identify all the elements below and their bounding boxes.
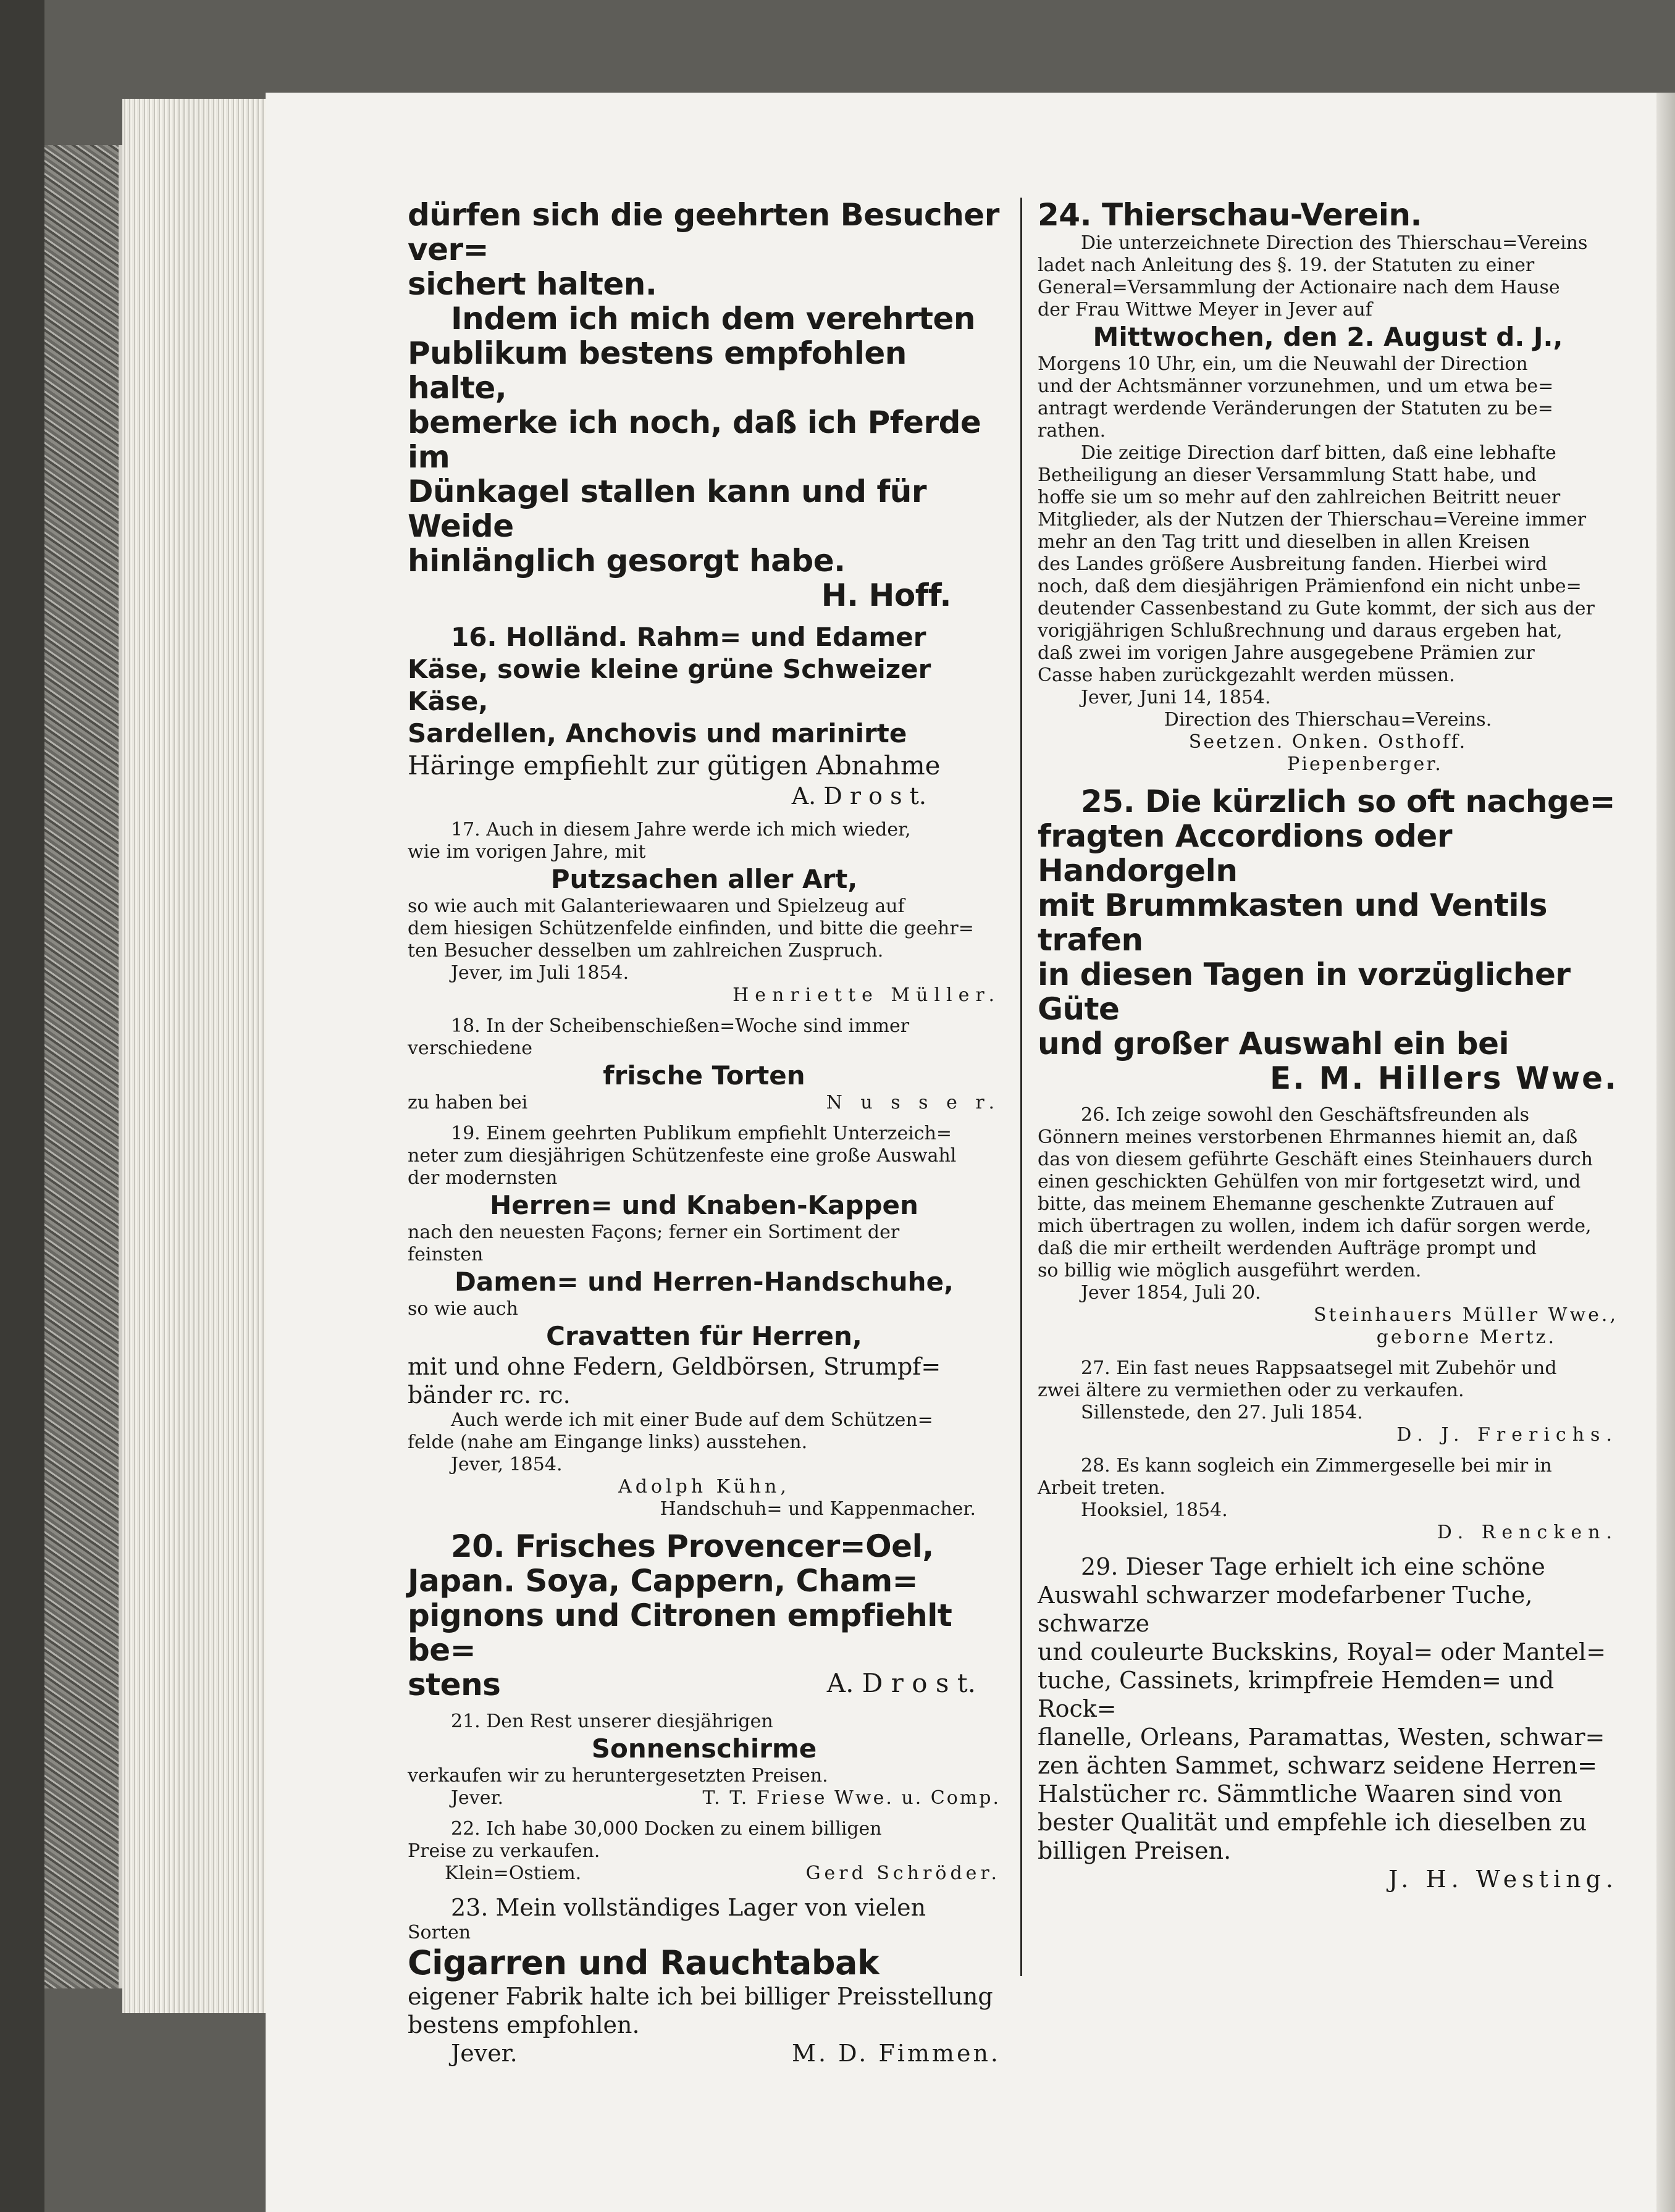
text-line: flanelle, Orleans, Paramattas, Westen, schwar= [1038, 1724, 1605, 1751]
ad-17 [408, 819, 1001, 1007]
text-line: deutender Cassenbestand zu Gute kommt, der sich aus der [1038, 598, 1595, 619]
text-line: bemerke ich noch, daß ich Pferde im [408, 404, 981, 475]
text-line: 22. Ich habe 30,000 Docken zu einem billigen [451, 1818, 882, 1840]
text-line: 19. Einem geehrten Publikum empfiehlt Unterzeich= [451, 1123, 952, 1144]
place-date: Klein=Ostiem. [445, 1862, 582, 1884]
ad-27 [1038, 1357, 1618, 1446]
text-line: so wie auch mit Galanteriewaaren und Spielzeug auf [408, 895, 905, 917]
ad-18 [408, 1015, 1001, 1114]
text-line: noch, daß dem diesjährigen Prämienfond ein nicht unbe= [1038, 576, 1582, 597]
text-line: der modernsten [408, 1167, 558, 1189]
ad-16 [408, 621, 1001, 810]
text-line: mehr an den Tag tritt und dieselben in allen Kreisen [1038, 531, 1530, 553]
ad-29 [1038, 1552, 1618, 1893]
ad-26 [1038, 1104, 1618, 1349]
text-line: und großer Auswahl ein bei [1038, 1026, 1509, 1062]
page-shadow [1656, 93, 1675, 2212]
text-line: General=Versammlung der Actionaire nach dem Hause [1038, 277, 1560, 298]
text-line: sichert halten. [408, 266, 657, 302]
text-line: und couleurte Buckskins, Royal= oder Mantel= [1038, 1638, 1606, 1665]
signature: Adolph Kühn, [618, 1476, 790, 1498]
text-line: neter zum diesjährigen Schützenfeste eine große Auswahl [408, 1145, 957, 1167]
text-line: daß die mir ertheilt werdenden Aufträge prompt und [1038, 1238, 1537, 1259]
text-line: verkaufen wir zu heruntergesetzten Preisen. [408, 1765, 828, 1787]
text-line: Arbeit treten. [1038, 1477, 1165, 1499]
signature: Direction des Thierschau=Vereins. [1164, 709, 1492, 731]
text-line: daß zwei im vorigen Jahre ausgegebene Prämien zur [1038, 642, 1535, 664]
text-line: vorigjährigen Schlußrechnung und daraus ergeben hat, [1038, 620, 1563, 642]
text-line: Publikum bestens empfohlen halte, [408, 335, 907, 406]
text-line: bestens empfohlen. [408, 2011, 640, 2038]
text-line: 28. Es kann sogleich ein Zimmergeselle bei mir in [1081, 1455, 1552, 1477]
marbled-cover-edge [44, 145, 122, 1988]
place-date: Jever, Juni 14, 1854. [1081, 687, 1271, 708]
text-line: 16. Holländ. Rahm= und Edamer [451, 622, 926, 652]
text-line: tuche, Cassinets, krimpfreie Hemden= und Rock= [1038, 1667, 1555, 1722]
text-line: hinlänglich gesorgt habe. [408, 543, 846, 579]
place-date: Jever, 1854. [451, 1454, 563, 1475]
ad-heading: 24. Thierschau-Verein. [1038, 197, 1422, 233]
text-line: stens [408, 1667, 501, 1703]
text-line: dem hiesigen Schützenfelde einfinden, und bitte die geehr= [408, 918, 974, 939]
signature: Piepenberger. [1287, 753, 1443, 775]
ad-28 [1038, 1455, 1618, 1544]
text-line: felde (nahe am Eingange links) ausstehen. [408, 1431, 808, 1453]
text-line: billigen Preisen. [1038, 1837, 1232, 1864]
newspaper-page [266, 93, 1675, 2212]
text-line: 20. Frisches Provencer=Oel, [451, 1528, 934, 1564]
text-line: Betheiligung an dieser Versammlung Statt habe, und [1038, 464, 1537, 486]
ad-heading: Herren= und Knaben-Kappen [490, 1190, 918, 1220]
text-line: eigener Fabrik halte ich bei billiger Preisstellung [408, 1983, 993, 2010]
text-line: ladet nach Anleitung des §. 19. der Statuten zu einer [1038, 254, 1535, 276]
left-column [408, 197, 1001, 2067]
text-line: Auswahl schwarzer modefarbener Tuche, schwarze [1038, 1581, 1533, 1637]
text-line: Auch werde ich mit einer Bude auf dem Schützen= [451, 1409, 933, 1431]
signature: Henriette Müller. [733, 984, 1001, 1006]
text-line: 17. Auch in diesem Jahre werde ich mich wieder, [451, 819, 911, 840]
text-line: antragt werdende Veränderungen der Statuten zu be= [1038, 398, 1553, 419]
text-line: zu haben bei [408, 1092, 528, 1113]
text-line: dürfen sich die geehrten Besucher ver= [408, 197, 999, 267]
text-line: Käse, sowie kleine grüne Schweizer Käse, [408, 654, 931, 716]
text-line: mich übertragen zu wollen, indem ich dafür sorgen werde, [1038, 1215, 1592, 1237]
text-line: Sardellen, Anchovis und marinirte [408, 718, 907, 748]
text-line: feinsten [408, 1244, 484, 1265]
text-line: Indem ich mich dem verehrten [451, 301, 976, 337]
ad-21 [408, 1711, 1001, 1809]
text-line: mit und ohne Federn, Geldbörsen, Strumpf= [408, 1353, 941, 1380]
text-line: in diesen Tagen in vorzüglicher Güte [1038, 957, 1571, 1027]
ad-25 [1038, 784, 1618, 1096]
signature: H. Hoff. [821, 577, 951, 613]
text-line: Häringe empfiehlt zur gütigen Abnahme [408, 750, 941, 781]
text-line: einen geschickten Gehülfen von mir fortgesetzt wird, und [1038, 1171, 1581, 1192]
text-line: Morgens 10 Uhr, ein, um die Neuwahl der Direction [1038, 353, 1528, 375]
ad-hoff [408, 198, 1001, 613]
text-line: und der Achtsmänner vorzunehmen, und um etwa be= [1038, 375, 1554, 397]
text-line: Casse haben zurückgezahlt werden müssen. [1038, 664, 1455, 686]
text-line: das von diesem geführte Geschäft eines Steinhauers durch [1038, 1149, 1593, 1170]
text-line: so wie auch [408, 1298, 518, 1320]
signature: A. D r o s t. [826, 1668, 976, 1698]
signature: J. H. Westing. [1388, 1866, 1618, 1893]
text-line: bitte, das meinem Ehemanne geschenkte Zutrauen auf [1038, 1193, 1554, 1215]
place-date: Jever. [451, 2040, 518, 2067]
text-line: fragten Accordions oder Handorgeln [1038, 818, 1452, 889]
text-line: Mitglieder, als der Nutzen der Thierschau=Vereine immer [1038, 509, 1587, 530]
text-line: Gönnern meines verstorbenen Ehrmannes hiemit an, daß [1038, 1126, 1578, 1148]
text-line: hoffe sie um so mehr auf den zahlreichen Beitritt neuer [1038, 487, 1561, 508]
signature: E. M. Hillers Wwe. [1270, 1060, 1618, 1096]
signature: Gerd Schröder. [805, 1862, 1001, 1884]
text-line: verschiedene [408, 1037, 532, 1059]
text-line: des Landes größere Ausbreitung fanden. Hierbei wird [1038, 553, 1548, 575]
text-line: pignons und Citronen empfiehlt be= [408, 1598, 952, 1668]
text-line: mit Brummkasten und Ventils trafen [1038, 887, 1547, 958]
text-line: 26. Ich zeige sowohl den Geschäftsfreunden als [1081, 1104, 1530, 1126]
text-line: Die unterzeichnete Direction des Thierschau=Vereins [1081, 232, 1588, 254]
text-line: Preise zu verkaufen. [408, 1840, 600, 1862]
meeting-date: Mittwochen, den 2. August d. J., [1093, 322, 1563, 352]
ad-heading: Damen= und Herren-Handschuhe, [454, 1267, 954, 1297]
ad-heading: Sonnenschirme [591, 1733, 817, 1764]
text-line: bänder rc. rc. [408, 1381, 571, 1409]
book-binding [0, 0, 44, 2212]
place-date: Jever. [451, 1787, 504, 1809]
place-date: Jever 1854, Juli 20. [1081, 1282, 1261, 1304]
text-line: so billig wie möglich ausgeführt werden. [1038, 1260, 1422, 1281]
signature: D. Rencken. [1437, 1522, 1618, 1543]
text-line: Dünkagel stallen kann und für Weide [408, 474, 927, 544]
page-edges [122, 99, 266, 2013]
ad-heading: frische Torten [603, 1060, 805, 1091]
place-date: Sillenstede, den 27. Juli 1854. [1081, 1402, 1363, 1423]
ad-heading: Cravatten für Herren, [546, 1321, 862, 1351]
signature: A. D r o s t. [791, 782, 926, 810]
ad-heading: Cigarren und Rauchtabak [408, 1943, 879, 1982]
text-line: bester Qualität und empfehle ich dieselben zu [1038, 1809, 1587, 1836]
text-line: Japan. Soya, Cappern, Cham= [408, 1563, 918, 1599]
text-line: Sorten [408, 1922, 471, 1943]
text-line: 23. Mein vollständiges Lager von vielen [451, 1894, 926, 1921]
ad-heading: Putzsachen aller Art, [550, 864, 858, 894]
place-date: Jever, im Juli 1854. [451, 962, 629, 984]
text-line: Die zeitige Direction darf bitten, daß eine lebhafte [1081, 442, 1556, 464]
signature-subtitle: geborne Mertz. [1376, 1326, 1556, 1348]
text-line: ten Besucher desselben um zahlreichen Zuspruch. [408, 940, 884, 961]
signature-subtitle: Handschuh= und Kappenmacher. [660, 1498, 976, 1520]
text-line: rathen. [1038, 420, 1106, 442]
text-line: 29. Dieser Tage erhielt ich eine schöne [1081, 1553, 1545, 1580]
right-column [1038, 198, 1618, 2021]
ad-23 [408, 1893, 1001, 2067]
text-line: Halstücher rc. Sämmtliche Waaren sind von [1038, 1780, 1563, 1808]
signature: T. T. Friese Wwe. u. Comp. [702, 1787, 1001, 1809]
column-rule [1020, 198, 1022, 1976]
text-line: wie im vorigen Jahre, mit [408, 841, 646, 863]
signature: D. J. Frerichs. [1396, 1424, 1618, 1446]
place-date: Hooksiel, 1854. [1081, 1499, 1228, 1521]
ad-19 [408, 1123, 1001, 1520]
ad-22 [408, 1818, 1001, 1885]
text-line: 25. Die kürzlich so oft nachge= [1081, 784, 1616, 819]
text-line: nach den neuesten Façons; ferner ein Sortiment der [408, 1221, 900, 1243]
text-line: 18. In der Scheibenschießen=Woche sind immer [451, 1015, 910, 1037]
ad-24 [1038, 198, 1618, 776]
text-line: der Frau Wittwe Meyer in Jever auf [1038, 299, 1372, 320]
signature: Seetzen. Onken. Osthoff. [1188, 731, 1467, 753]
text-line: zwei ältere zu vermiethen oder zu verkaufen. [1038, 1380, 1464, 1401]
text-line: zen ächten Sammet, schwarz seidene Herren= [1038, 1752, 1597, 1779]
text-line: 21. Den Rest unserer diesjährigen [451, 1711, 773, 1732]
ad-20 [408, 1529, 1001, 1702]
signature: Steinhauers Müller Wwe., [1313, 1304, 1618, 1326]
signature: N u s s e r. [826, 1092, 1001, 1113]
text-line: 27. Ein fast neues Rappsaatsegel mit Zubehör und [1081, 1357, 1557, 1379]
signature: M. D. Fimmen. [792, 2040, 1001, 2067]
